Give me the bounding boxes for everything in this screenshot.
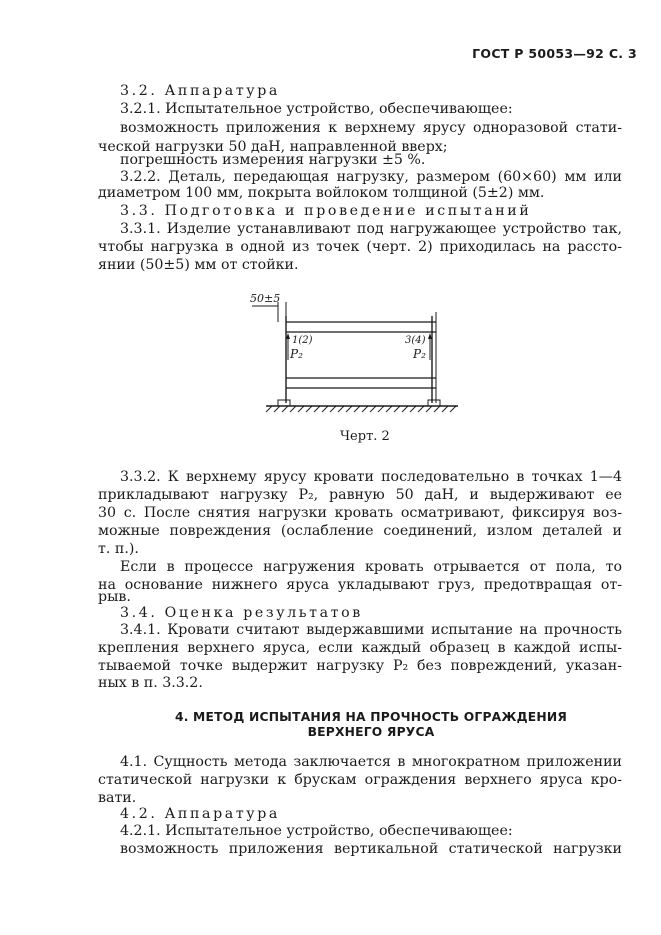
section-4-2-title: 4.2. Аппаратура bbox=[120, 806, 280, 822]
clause-3-2-1-line-2: возможность приложения к верхнему ярусу одноразовой стати- bbox=[120, 120, 622, 136]
clause-3-3-1-line-3: янии (50±5) мм от стойки. bbox=[98, 257, 299, 273]
clause-3-4-1-line-2: крепления верхнего яруса, если каждый образец в каждой испы- bbox=[98, 640, 622, 656]
clause-3-2-2-line-2: диаметром 100 мм, покрыта войлоком толщиной (5±2) мм. bbox=[98, 185, 545, 201]
clause-3-2-1: 3.2.1. Испытательное устройство, обеспечивающее: bbox=[120, 101, 513, 117]
dimension-label: 50±5 bbox=[250, 292, 281, 305]
point-label-right: 3(4) bbox=[405, 335, 426, 346]
clause-3-4-1-line-1: 3.4.1. Кровати считают выдержавшими испытание на прочность bbox=[120, 622, 622, 638]
clause-3-2-1-line-3: ческой нагрузки 50 даН, направленной вверх; bbox=[98, 139, 448, 155]
clause-3-3-2-line-3: 30 с. После снятия нагрузки кровать осматривают, фиксируя воз- bbox=[98, 505, 622, 521]
clause-3-3-2b-line-3: рыв. bbox=[98, 589, 131, 605]
point-label-left: 1(2) bbox=[292, 335, 313, 346]
clause-3-3-2b-line-1: Если в процессе нагружения кровать отрывается от пола, то bbox=[120, 559, 622, 575]
clause-3-3-2-line-1: 3.3.2. К верхнему ярусу кровати последовательно в точках 1—4 bbox=[120, 469, 622, 485]
section-3-3-title: 3.3. Подготовка и проведение испытаний bbox=[120, 203, 532, 219]
clause-4-2-1: 4.2.1. Испытательное устройство, обеспечивающее: bbox=[120, 823, 513, 839]
clause-4-1-line-2: статической нагрузки к брускам ограждения верхнего яруса кро- bbox=[98, 772, 622, 788]
figure-caption: Черт. 2 bbox=[340, 429, 390, 444]
page-header: ГОСТ Р 50053—92 С. 3 bbox=[472, 46, 637, 61]
section-4-title-line-1: 4. МЕТОД ИСПЫТАНИЯ НА ПРОЧНОСТЬ ОГРАЖДЕНИЯ bbox=[174, 710, 568, 724]
figure-2-diagram bbox=[250, 290, 462, 420]
clause-3-2-1-line-4: погрешность измерения нагрузки ±5 %. bbox=[120, 152, 426, 168]
section-3-4-title: 3.4. Оценка результатов bbox=[120, 605, 363, 621]
clause-3-3-2-line-4: можные повреждения (ослабление соединений, излом деталей и bbox=[98, 523, 622, 539]
clause-3-3-2b-line-2: на основание нижнего яруса укладывают груз, предотвращая от- bbox=[98, 577, 622, 593]
clause-3-3-2-line-5: т. п.). bbox=[98, 541, 139, 557]
clause-4-1-line-3: вати. bbox=[98, 790, 137, 806]
section-4-title-line-2: ВЕРХНЕГО ЯРУСА bbox=[307, 725, 435, 739]
clause-3-3-1-line-1: 3.3.1. Изделие устанавливают под нагружающее устройство так, bbox=[120, 221, 622, 237]
section-3-2-title: 3.2. Аппаратура bbox=[120, 83, 280, 99]
clause-3-3-2-line-2: прикладывают нагрузку P₂, равную 50 даН, и выдерживают ее bbox=[98, 487, 622, 503]
clause-3-2-2-line-1: 3.2.2. Деталь, передающая нагрузку, размером (60×60) мм или bbox=[120, 169, 622, 185]
force-label-left: P₂ bbox=[290, 347, 303, 361]
clause-3-4-1-line-4: ных в п. 3.3.2. bbox=[98, 675, 203, 691]
force-label-right: P₂ bbox=[413, 347, 426, 361]
clause-4-1-line-1: 4.1. Сущность метода заключается в многократном приложении bbox=[120, 754, 622, 770]
clause-3-3-1-line-2: чтобы нагрузка в одной из точек (черт. 2) приходилась на рассто- bbox=[98, 239, 622, 255]
clause-3-4-1-line-3: тываемой точке выдержит нагрузку P₂ без повреждений, указан- bbox=[98, 658, 622, 674]
clause-4-2-1-line-2: возможность приложения вертикальной статической нагрузки bbox=[120, 841, 622, 857]
